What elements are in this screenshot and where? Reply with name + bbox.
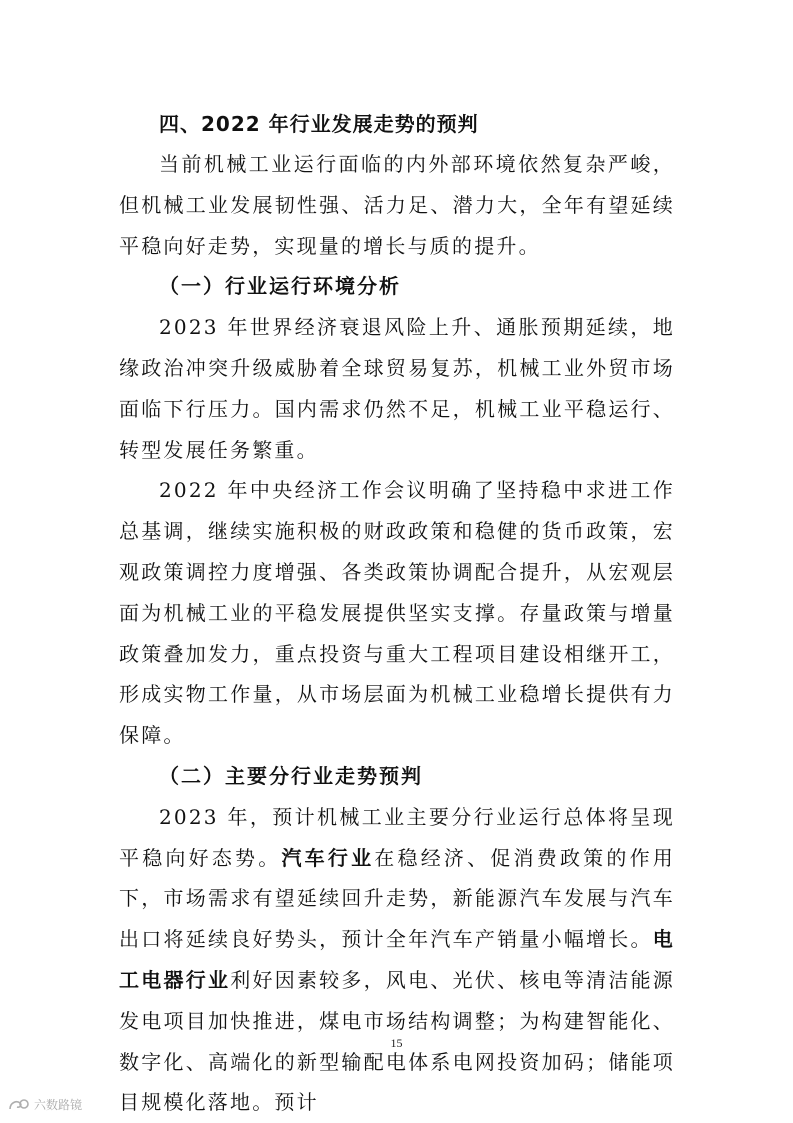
intro-paragraph: 当前机械工业运行面临的内外部环境依然复杂严峻，但机械工业发展韧性强、活力足、潜力大，全年有望延续平稳向好走势，实现量的增长与质的提升。 xyxy=(119,152,675,258)
page-content xyxy=(119,104,675,1123)
electrical-industry-text: 利好因素较多，风电、光伏、核电等清洁能源发电项目加快推进，煤电市场结构调整；为构建智能化、数字化、高端化的新型输配电体系电网投资加码；储能项目规模化落地。预计 xyxy=(119,967,676,1115)
auto-industry-label: 汽车行业 xyxy=(281,845,375,870)
watermark-logo-icon xyxy=(8,1097,30,1113)
subsection-title-industries: （二）主要分行业走势预判 xyxy=(159,763,423,788)
watermark xyxy=(8,1096,82,1113)
forecast-intro-text: 2023 年，预计机械工业主要分行业运行总体将呈现平稳向好态势。 xyxy=(119,804,675,870)
section-title: 四、2022 年行业发展走势的预判 xyxy=(159,112,479,136)
subsection-title-environment: （一）行业运行环境分析 xyxy=(159,274,401,299)
page-number: 15 xyxy=(390,1036,403,1050)
paragraph-policy: 2022 年中央经济工作会议明确了坚持稳中求进工作总基调，继续实施积极的财政政策和稳健的货币政策，宏观政策调控力度增强、各类政策协调配合提升，从宏观层面为机械工业的平稳发展提供坚实支撑。存量政策与增量政策叠加发力，重点投资与重大工程项目建设相继开工，形成实物工作量，从市场层面为机械工业稳增长提供有力保障。 xyxy=(119,478,675,748)
electrical-industry-label: 电工电器行业 xyxy=(119,927,675,992)
paragraph-world-economy: 2023 年世界经济衰退风险上升、通胀预期延续，地缘政治冲突升级威胁着全球贸易复苏，机械工业外贸市场面临下行压力。国内需求仍然不足，机械工业平稳运行、转型发展任务繁重。 xyxy=(119,315,675,462)
auto-industry-text: 在稳经济、促消费政策的作用下，市场需求有望延续回升走势，新能源汽车发展与汽车出口将延续良好势头，预计全年汽车产销量小幅增长。 xyxy=(119,845,675,952)
watermark-text: 六数路镜 xyxy=(34,1098,83,1112)
paragraph-industry-forecast xyxy=(119,797,675,1123)
